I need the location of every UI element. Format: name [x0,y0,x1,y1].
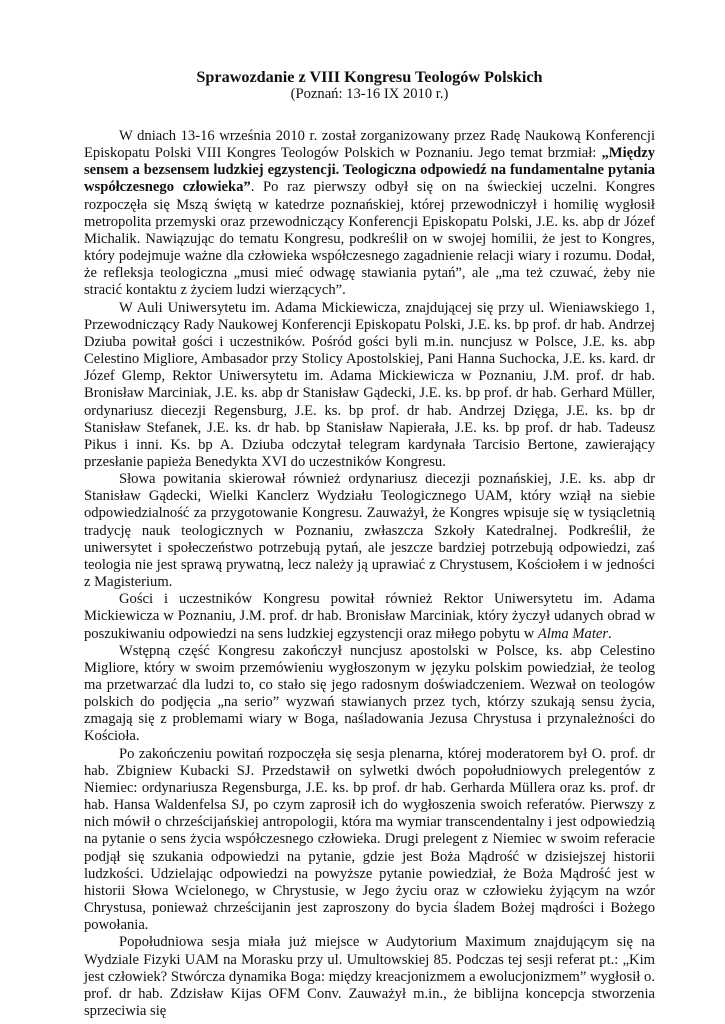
paragraph-3: Słowa powitania skierował również ordynariusz diecezji poznańskiej, J.E. ks. abp dr Stanisław Gądecki, Wielki Kanclerz Wydziału Teologicznego UAM, który wziął na siebie odpowiedzialność za przygotowanie Kongresu. Zauważył, że Kongres wpisuje się w tysiącletnią tradycję nauk teologicznych w Poznaniu, zwłaszcza Szkoły Katedralnej. Podkreślił, że uniwersytet i społeczeństwo potrzebują pytań, ale jeszcze bardziej potrzebują odpowiedzi, zaś teologia nie jest sprawą prywatną, lecz należy ją uprawiać z Chrystusem, Kościołem i w jedności z Magisterium. [84,471,655,591]
document-subtitle: (Poznań: 13-16 IX 2010 r.) [290,86,449,102]
paragraph-4 [84,591,655,642]
paragraph-1-intro: W dniach 13-16 września 2010 r. został zorganizowany przez Radę Naukową Konferencji Episkopatu Polski VIII Kongres Teologów Polskich w Poznaniu. Jego temat brzmiał: [84,128,655,162]
congress-theme: „Między sensem a bezsensem ludzkiej egzystencji. Teologiczna odpowiedź na fundamentalne pytania współczesnego człowieka” [84,145,655,196]
document-title: Sprawozdanie z VIII Kongresu Teologów Polskich [196,68,543,86]
paragraph-1-body: . Po raz pierwszy odbył się on na świeckiej uczelni. Kongres rozpoczęła się Mszą świętą w katedrze poznańskiej, której przewodniczył i homilię wygłosił metropolita przemyski oraz przewodniczący Konferencji Episkopatu Polski, J.E. ks. abp dr Józef Michalik. Nawiązując do tematu Kongresu, podkreślił on w swojej homilii, że jest to Kongres, który podejmuje ważne dla człowieka współczesnego zagadnienie relacji wiary i rozumu. Dodał, że refleksja teologiczna „musi mieć odwagę stawiania pytań”, ale „ma też czuwać, żeby nie stracić kontaktu z życiem ludzi wierzących”. [84,179,655,299]
paragraph-4-body: Gości i uczestników Kongresu powitał również Rektor Uniwersytetu im. Adama Mickiewicza w Poznaniu, J.M. prof. dr hab. Bronisław Marciniak, który życzył udanych obrad w poszukiwaniu odpowiedzi na sens ludzkiej egzystencji oraz miłego pobytu w [84,591,655,642]
paragraph-1 [84,128,655,300]
paragraph-4-end: . [608,625,612,642]
document-page [84,68,655,1020]
alma-mater-italic: Alma Mater [537,625,609,642]
paragraph-7: Popołudniowa sesja miała już miejsce w Audytorium Maximum znajdującym się na Wydziale Fizyki UAM na Morasku przy ul. Umultowskiej 85. Podczas tej sesji referat pt.: „Kim jest człowiek? Stwórcza dynamika Boga: między kreacjonizmem a ewolucjonizmem” wygłosił o. prof. dr hab. Zdzisław Kijas OFM Conv. Zauważył m.in., że biblijna koncepcja stworzenia sprzeciwia się [84,934,655,1019]
paragraph-5: Wstępną część Kongresu zakończył nuncjusz apostolski w Polsce, ks. abp Celestino Migliore, który w swoim przemówieniu wygłoszonym w języku polskim powiedział, że teolog ma przetwarzać dla ludzi to, co stało się jego radosnym doświadczeniem. Wezwał on teologów polskich do podjęcia „na serio” wyzwań stawianych przez tych, którzy szukają sensu życia, zmagają się z problemami wiary w Boga, naśladowania Jezusa Chrystusa i przynależności do Kościoła. [84,642,655,745]
paragraph-6: Po zakończeniu powitań rozpoczęła się sesja plenarna, której moderatorem był O. prof. dr hab. Zbigniew Kubacki SJ. Przedstawił on sylwetki dwóch popołudniowych prelegentów z Niemiec: ordynariusza Regensburga, J.E. ks. bp prof. dr hab. Gerharda Müllera oraz ks. prof. dr hab. Hansa Waldenfelsa SJ, po czym zaprosił ich do wygłoszenia swoich referatów. Pierwszy z nich mówił o chrześcijańskiej antropologii, która ma wymiar transcendentalny i jest odpowiedzią na pytanie o sens życia współczesnego człowieka. Drugi prelegent z Niemiec w swoim referacie podjął się szukania odpowiedzi na pytanie, gdzie jest Boża Mądrość w dzisiejszej historii ludzkości. Udzielając odpowiedzi na powyższe pytanie powiedział, że Boża Mądrość jest w historii Słowa Wcielonego, w Chrystusie, w Jego życiu oraz w człowieku żyjącym na wzór Chrystusa, ponieważ chrześcijanin jest zaproszony do bycia śladem Bożej mądrości i Bożego powołania. [84,745,655,934]
paragraph-2: W Auli Uniwersytetu im. Adama Mickiewicza, znajdującej się przy ul. Wieniawskiego 1, Przewodniczący Rady Naukowej Konferencji Episkopatu Polski, J.E. ks. bp prof. dr hab. Andrzej Dziuba powitał gości i uczestników. Pośród gości byli m.in. nuncjusz w Polsce, J.E. ks. abp Celestino Migliore, Ambasador przy Stolicy Apostolskiej, Pani Hanna Suchocka, J.E. ks. kard. dr Józef Glemp, Rektor Uniwersytetu im. Adama Mickiewicza w Poznaniu, J.M. prof. dr hab. Bronisław Marciniak, J.E. ks. abp dr Stanisław Gądecki, J.E. ks. bp prof. dr hab. Gerhard Müller, ordynariusz diecezji Regensburg, J.E. ks. bp prof. dr hab. Andrzej Dzięga, J.E. ks. bp dr Stanisław Stefanek, J.E. ks. dr hab. bp Stanisław Napierała, J.E. ks. bp prof. dr hab. Tadeusz Pikus i inni. Ks. bp A. Dziuba odczytał telegram kardynała Tarcisio Bertone, zawierający przesłanie papieża Benedykta XVI do uczestników Kongresu. [84,299,655,470]
